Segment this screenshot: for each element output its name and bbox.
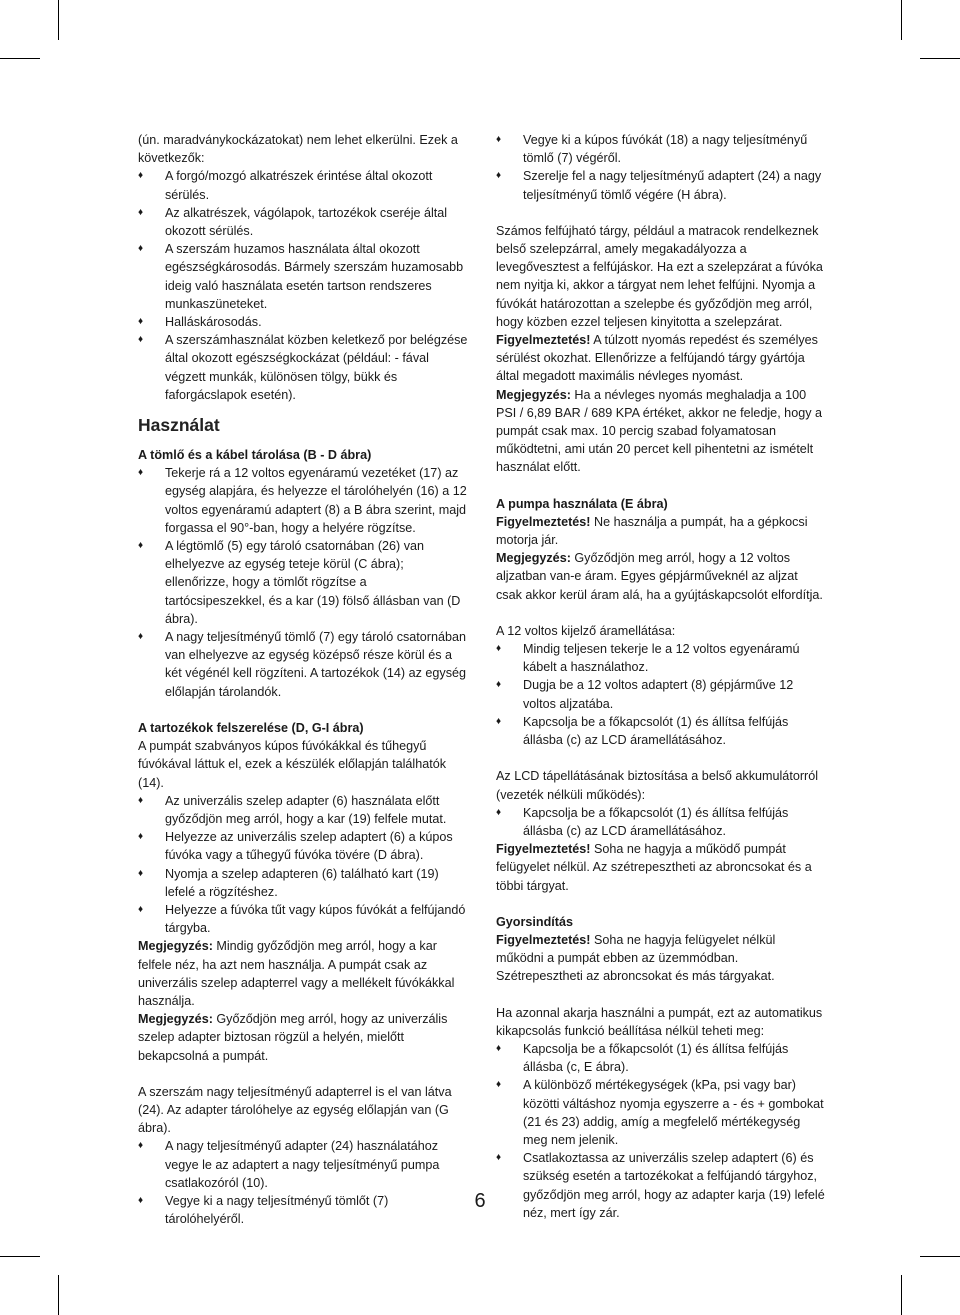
warning-text: Soha ne hagyja a működő pumpát felügyelet nélkül. Az szétrepesztheti az abroncsokat és a többi tárgyat. xyxy=(496,842,812,893)
list-item xyxy=(138,628,468,701)
note-paragraph xyxy=(138,937,468,1010)
list-item xyxy=(138,901,468,937)
valves-paragraph: Számos felfújható tárgy, például a matracok rendelkeznek belső szelepzárral, amely megakadályozza a levegővesztest a felfújáskor. Ha ezt a szelepzárat a fúvóka nem nyitja ki, akkor a tárgyat nem lehet felfújni. Nyomja a fúvókát határozottan a szelepbe és győződjön meg arról, hogy közben ezzel teljesen kinyitotta a szelepzárat. xyxy=(496,223,823,329)
risk-list xyxy=(138,167,468,404)
note-label: Megjegyzés: xyxy=(496,387,571,402)
accessories-intro: A pumpát szabványos kúpos fúvókákkal és tűhegyű fúvókával láttuk el, ezek a készülék előlapján találhatók (14). xyxy=(138,739,447,790)
diamond-bullet-icon: ♦ xyxy=(496,679,502,691)
quickstart-title: Gyorsindítás xyxy=(496,914,573,929)
list-item-text: A forgó/mozgó alkatrészek érintése által okozott sérülés. xyxy=(165,169,433,202)
diamond-bullet-icon: ♦ xyxy=(496,170,502,182)
warning-paragraph xyxy=(496,931,826,986)
list-item xyxy=(138,828,468,864)
list-item-text: A különböző mértékegységek (kPa, psi vagy bar) közötti váltáshoz nyomja egyszerre a - és + gombokat (21 és 23) addig, amíg a megfelelő mértékegység meg nem jelenik. xyxy=(523,1078,824,1147)
left-column xyxy=(138,131,468,1228)
pump-title: A pumpa használata (E ábra) xyxy=(496,496,668,511)
storage-list xyxy=(138,464,468,701)
list-item xyxy=(138,240,468,313)
list-item xyxy=(496,1040,826,1076)
diamond-bullet-icon: ♦ xyxy=(496,806,502,818)
hp-paragraph: A szerszám nagy teljesítményű adapterrel is el van látva (24). Az adapter tárolóhelye az egység előlapján van (G ábra). xyxy=(138,1084,452,1136)
list-item-text: Helyezze az univerzális szelep adaptert (6) a kúpos fúvóka vagy a tűhegyű fúvóka tövére (D ábra). xyxy=(165,830,453,863)
list-item-text: A szerszámhasználat közben keletkező por belégzése által okozott egészségkockázat (például: - fával végzett munkák, különösen tölgy, bükk és faforgácslapok esetén). xyxy=(165,333,468,402)
crop-mark xyxy=(58,0,59,40)
diamond-bullet-icon: ♦ xyxy=(138,316,144,328)
lcd-list xyxy=(496,804,826,840)
note-paragraph xyxy=(138,1010,468,1065)
list-item xyxy=(138,204,468,240)
list-item xyxy=(138,537,468,628)
page-number: 6 xyxy=(474,1190,486,1212)
diamond-bullet-icon: ♦ xyxy=(496,1042,502,1054)
list-item-text: Halláskárosodás. xyxy=(165,315,262,330)
list-item-text: Tekerje rá a 12 voltos egyenáramú vezetéket (17) az egység alapjára, és helyezze el tárolóhelyén (16) a 12 voltos egyenáramú adaptert (8) a B ábra szerint, majd forgassa el 90°-ban, hogy a helyére rögzítse. xyxy=(165,466,467,535)
top-list xyxy=(496,131,826,204)
note-text: Mindig győződjön meg arról, hogy a kar felfele néz, ha azt nem használja. A pumpát csak az univerzális szelep adapterrel vagy a mellékelt fúvókákkal használja. xyxy=(138,939,455,1008)
crop-mark xyxy=(920,58,960,59)
diamond-bullet-icon: ♦ xyxy=(138,831,144,843)
crop-mark xyxy=(0,58,40,59)
diamond-bullet-icon: ♦ xyxy=(496,1079,502,1091)
diamond-bullet-icon: ♦ xyxy=(138,1194,144,1206)
accessories-list xyxy=(138,792,468,938)
warning-label: Figyelmeztetés! xyxy=(496,842,591,857)
list-item-text: Kapcsolja be a főkapcsolót (1) és állítsa felfújás állásba (c) az LCD áramellátásához. xyxy=(523,805,789,838)
list-item xyxy=(496,804,826,840)
list-item-text: Az alkatrészek, vágólapok, tartozékok cseréje által okozott sérülés. xyxy=(165,205,448,239)
dc-intro: A 12 voltos kijelző áramellátása: xyxy=(496,623,676,638)
list-item-text: Szerelje fel a nagy teljesítményű adaptert (24) a nagy teljesítményű tömlő végére (H ábra). xyxy=(523,169,822,202)
warning-paragraph xyxy=(496,840,826,895)
list-item-text: Dugja be a 12 voltos adaptert (8) gépjárműve 12 voltos aljzatába. xyxy=(523,678,794,711)
warning-text: A túlzott nyomás repedést és személyes sérülést okozhat. Ellenőrizze a felfújandó tárgy gyártója által megadott maximális névleges nyomást. xyxy=(496,333,818,384)
list-item-text: Az univerzális szelep adapter (6) használata előtt győződjön meg arról, hogy a kar (19) felfele mutat. xyxy=(165,793,447,826)
note-label: Megjegyzés: xyxy=(496,551,571,566)
note-text: Győződjön meg arról, hogy az univerzális szelep adapter biztosan rögzül a helyén, mielőtt bekapcsolná a pumpát. xyxy=(138,1012,448,1063)
diamond-bullet-icon: ♦ xyxy=(138,903,144,915)
crop-mark xyxy=(901,0,902,40)
list-item-text: Mindig teljesen tekerje le a 12 voltos egyenáramú kábelt a használathoz. xyxy=(523,642,800,675)
diamond-bullet-icon: ♦ xyxy=(496,715,502,727)
diamond-bullet-icon: ♦ xyxy=(138,540,144,552)
warning-text: Soha ne hagyja felügyelet nélkül működni a pumpát ebben az üzemmódban. Szétrepesztheti az abroncsokat és más tárgyakat. xyxy=(496,932,776,984)
list-item xyxy=(138,464,468,537)
diamond-bullet-icon: ♦ xyxy=(138,794,144,806)
list-item-text: A nagy teljesítményű tömlő (7) egy tároló csatornában van elhelyezve az egység középső része körül és a két végénél kell rögzíteni. A tartozékok (14) az egység előlapján tárolandók. xyxy=(165,630,467,699)
diamond-bullet-icon: ♦ xyxy=(496,1152,502,1164)
right-column xyxy=(496,131,826,1222)
list-item xyxy=(496,131,826,167)
crop-mark xyxy=(58,1275,59,1315)
list-item-text: Kapcsolja be a főkapcsolót (1) és állítsa felfújás állásba (c) az LCD áramellátásához. xyxy=(523,714,789,748)
note-label: Megjegyzés: xyxy=(138,939,213,954)
warning-label: Figyelmeztetés! xyxy=(496,333,591,348)
warning-paragraph xyxy=(496,331,826,386)
list-item xyxy=(496,713,826,749)
accessories-title: A tartozékok felszerelése (D, G-I ábra) xyxy=(138,720,364,735)
crop-mark xyxy=(901,1275,902,1315)
diamond-bullet-icon: ♦ xyxy=(138,334,144,346)
diamond-bullet-icon: ♦ xyxy=(496,134,502,145)
list-item xyxy=(496,676,826,712)
list-item xyxy=(138,865,468,901)
warning-label: Figyelmeztetés! xyxy=(496,514,591,529)
note-text: Győződjön meg arról, hogy a 12 voltos aljzatban van-e áram. Egyes gépjárműveknél az aljzat csak akkor kerül áram alá, ha a gyújtáskapcsolót elfordítja. xyxy=(496,551,823,602)
list-item-text: Vegye ki a kúpos fúvókát (18) a nagy teljesítményű tömlő (7) végéről. xyxy=(523,133,808,166)
list-item xyxy=(138,167,468,203)
list-item xyxy=(138,313,468,331)
diamond-bullet-icon: ♦ xyxy=(138,467,144,479)
list-item-text: A szerszám huzamos használata által okozott egészségkárosodás. Bármely szerszám huzamosabb ideig való használata esetén tartson rendszeres munkaszüneteket. xyxy=(165,242,464,311)
lcd-intro: Az LCD tápellátásának biztosítása a belső akkumulátorról (vezeték nélküli működés): xyxy=(496,769,819,802)
intro-paragraph: (ún. maradványkockázatokat) nem lehet elkerülni. Ezek a következők: xyxy=(138,133,458,166)
list-item xyxy=(496,1076,826,1149)
section-heading: Használat xyxy=(138,415,220,436)
list-item-text: Kapcsolja be a főkapcsolót (1) és állítsa felfújás állásba (c, E ábra). xyxy=(523,1041,789,1075)
manual-intro: Ha azonnal akarja használni a pumpát, ezt az automatikus kikapcsolás funkció beállítása nélkül teheti meg: xyxy=(496,1005,823,1038)
list-item xyxy=(496,167,826,203)
diamond-bullet-icon: ♦ xyxy=(138,1140,144,1152)
diamond-bullet-icon: ♦ xyxy=(138,631,144,643)
diamond-bullet-icon: ♦ xyxy=(138,867,144,879)
diamond-bullet-icon: ♦ xyxy=(138,243,144,255)
list-item-text: Csatlakoztassa az univerzális szelep adaptert (6) és szükség esetén a tartozékokat a felfújandó tárgyhoz, győződjön meg arról, hogy az adapter karja (19) lefelé néz, mert így zár. xyxy=(523,1151,825,1220)
warning-paragraph xyxy=(496,513,826,549)
list-item xyxy=(496,640,826,676)
diamond-bullet-icon: ♦ xyxy=(138,206,144,218)
diamond-bullet-icon: ♦ xyxy=(138,170,144,182)
storage-title: A tömlő és a kábel tárolása (B - D ábra) xyxy=(138,448,372,463)
dc-list xyxy=(496,640,826,749)
list-item xyxy=(138,792,468,828)
warning-label: Figyelmeztetés! xyxy=(496,932,591,947)
warning-text: Ne használja a pumpát, ha a gépkocsi motorja jár. xyxy=(496,514,808,548)
list-item-text: A nagy teljesítményű adapter (24) használatához vegye le az adaptert a nagy teljesítményű pumpa csatlakozóról (10). xyxy=(165,1139,440,1190)
list-item-text: Nyomja a szelep adapteren (6) található kart (19) lefelé a rögzítéshez. xyxy=(165,866,439,899)
note-paragraph xyxy=(496,549,826,604)
list-item-text: A légtömlő (5) egy tároló csatornában (26) van elhelyezve az egység teteje körül (C ábra); ellenőrizze, hogy a tömlőt rögzítse a tartócsipeszekkel, és a kar (19) fölső állásban van (D ábra). xyxy=(165,539,461,626)
note-label: Megjegyzés: xyxy=(138,1012,213,1027)
list-item-text: Vegye ki a nagy teljesítményű tömlőt (7) tárolóhelyéről. xyxy=(165,1193,389,1227)
list-item xyxy=(138,331,468,404)
hp-list xyxy=(138,1137,468,1228)
diamond-bullet-icon: ♦ xyxy=(496,643,502,655)
list-item xyxy=(138,1137,468,1192)
list-item-text: Helyezze a fúvóka tűt vagy kúpos fúvókát a felfújandó tárgyba. xyxy=(165,902,466,936)
crop-mark xyxy=(0,1256,40,1257)
crop-mark xyxy=(920,1256,960,1257)
note-text: Ha a névleges nyomás meghaladja a 100 PSI / 6,89 BAR / 689 KPA értéket, akkor ne feledje, hogy a pumpát csak max. 10 percig szabad folyamatosan működtetni, ami után 20 percet kell pihentetni az ismételt használat előtt. xyxy=(496,387,822,475)
note-paragraph xyxy=(496,386,826,477)
